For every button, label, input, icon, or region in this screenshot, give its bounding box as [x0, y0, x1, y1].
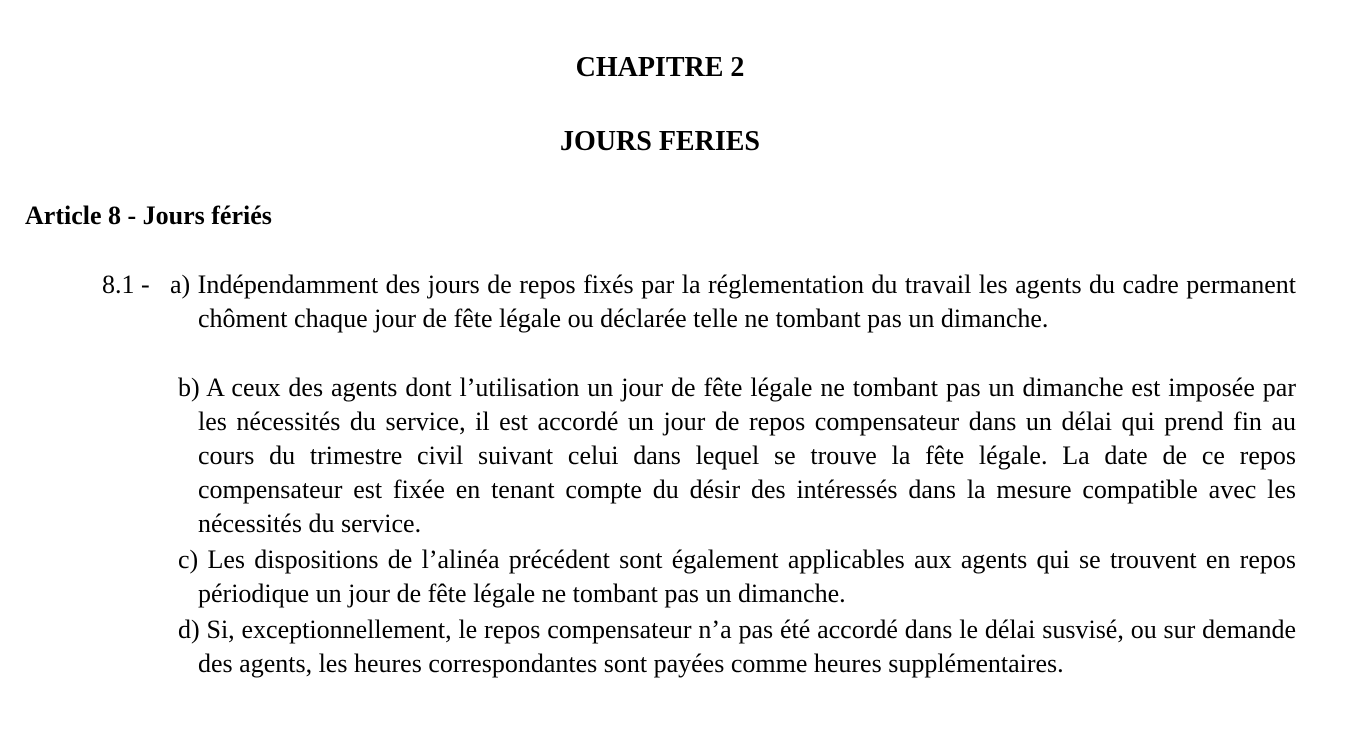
list-item-c: c) Les dispositions de l’alinéa précédent sont également applicables aux agents qui se trouvent en repos périodique un jour de fête légale ne tombant pas un dimanche.	[178, 545, 1296, 608]
list-item-a: a) Indépendamment des jours de repos fixés par la réglementation du travail les agents du cadre permanent chôment chaque jour de fête légale ou déclarée telle ne tombant pas un dimanche.	[170, 270, 1296, 333]
chapter-title: CHAPITRE 2	[575, 52, 745, 83]
list-item-b: b) A ceux des agents dont l’utilisation un jour de fête légale ne tombant pas un dimanche est imposée par les nécessités du service, il est accordé un jour de repos compensateur dans un délai qui prend fin au cours du trimestre civil suivant celui dans lequel se trouve la fête légale. La date de ce repos compensateur est fixée en tenant compte du désir des intéressés dans la mesure compatible avec les nécessités du service.	[178, 373, 1296, 538]
article-heading: Article 8 - Jours fériés	[25, 201, 272, 230]
section-title: JOURS FERIES	[560, 126, 760, 157]
list-item-d: d) Si, exceptionnellement, le repos compensateur n’a pas été accordé dans le délai susvisé, ou sur demande des agents, les heures correspondantes sont payées comme heures supplémentaires.	[178, 615, 1296, 678]
paragraph-number: 8.1 -	[102, 270, 150, 299]
